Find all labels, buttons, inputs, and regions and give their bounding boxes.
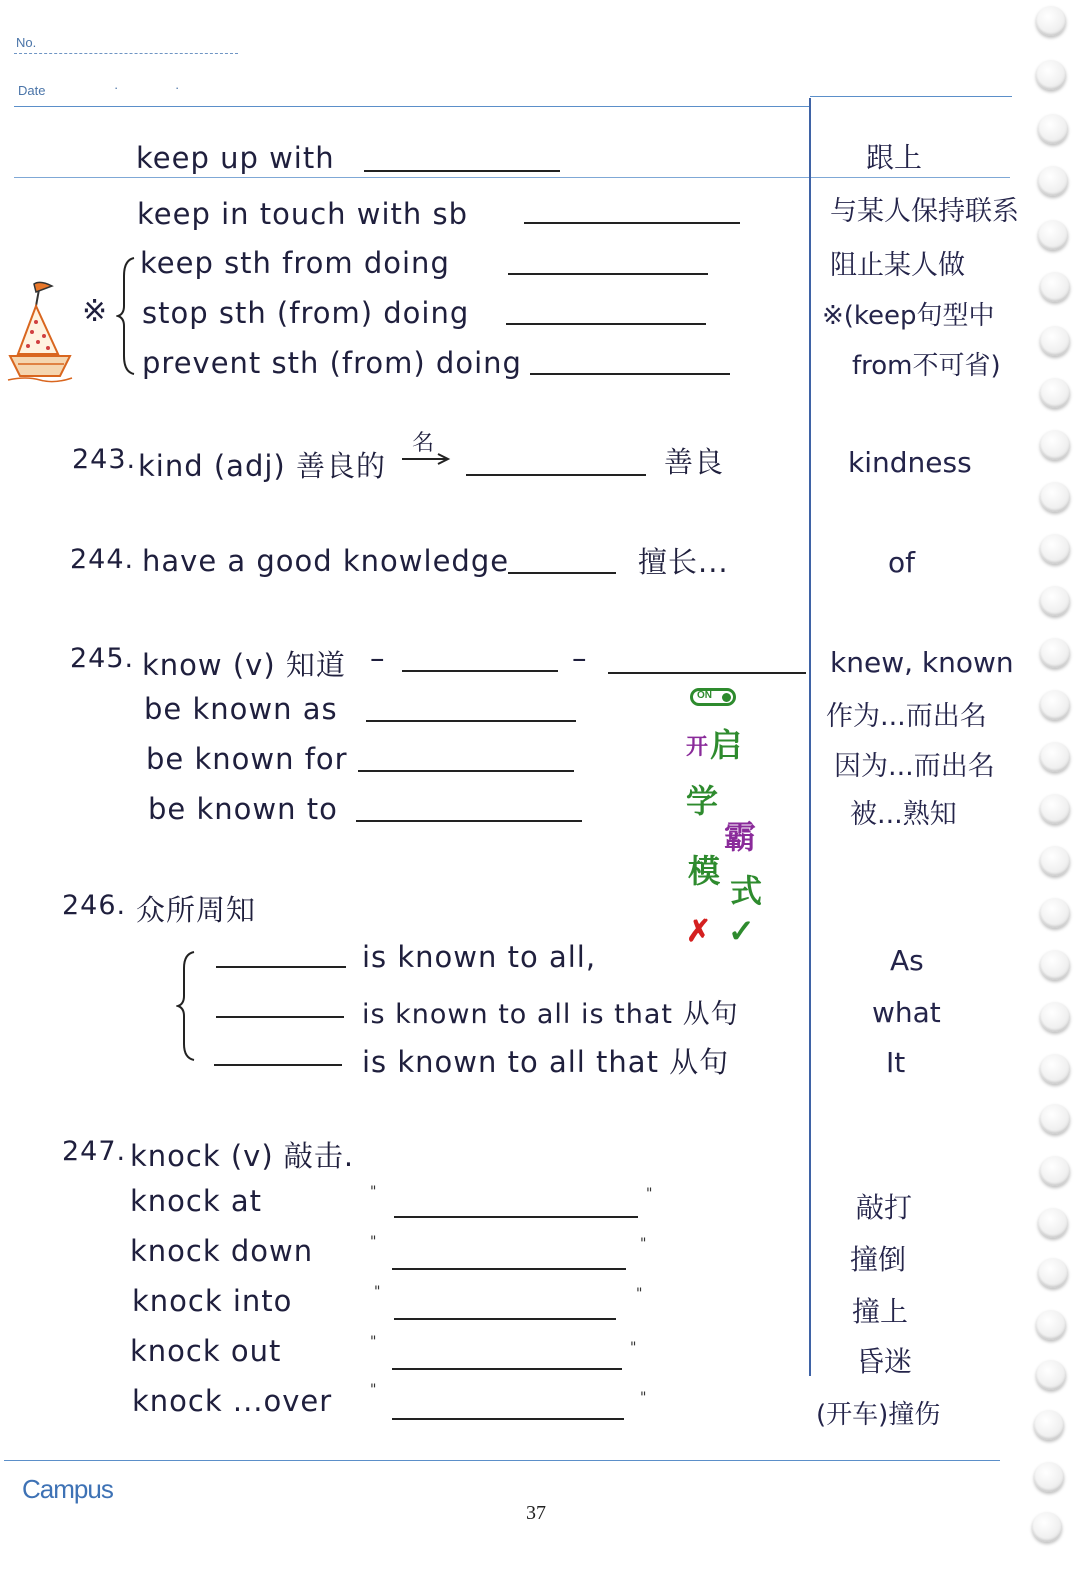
binding-hole [1040,690,1070,720]
answer-246-it: It [886,1046,906,1079]
reference-mark: ※ [82,294,109,329]
answer-knock-at: 敲打 [856,1191,913,1224]
no-dash-line [14,53,238,54]
binding-hole [1040,898,1070,928]
quote-mark: " [640,1236,647,1252]
answer-knock-into: 撞上 [852,1295,909,1328]
answer-keep-sth-from: 阻止某人做 [830,250,965,281]
blank-line [394,1318,616,1320]
blank-line [392,1418,624,1420]
entry-246-text: 众所周知 [136,893,257,927]
dash: – [370,641,386,675]
binding-hole [1040,1156,1070,1186]
answer-245: knew, known [830,646,1014,679]
entry-number: 247. [62,1136,127,1167]
binding-hole [1040,1002,1070,1032]
sailboat-icon [6,280,74,384]
dash: – [572,641,588,675]
check-icon: ✓ [728,912,755,950]
binding-hole [1040,534,1070,564]
binding-hole [1040,482,1070,512]
binding-hole [1038,220,1068,250]
binding-hole [1040,846,1070,876]
binding-hole [1040,950,1070,980]
no-label: No. [16,35,37,50]
phrase-keep-in-touch: keep in touch with sb [137,197,469,231]
answer-knock-out: 昏迷 [856,1345,913,1378]
toggle-switch-icon [690,688,736,706]
quote-mark: " [370,1382,377,1398]
quote-mark: " [370,1334,377,1350]
phrase-be-known-for: be known for [146,742,348,776]
entry-number: 245. [70,643,135,674]
phrase-is-known-to-all: is known to all, [362,940,597,974]
brace-icon [176,950,198,1062]
binding-hole [1032,1512,1062,1542]
quote-mark: " [370,1234,377,1250]
blank-line [216,966,346,968]
blank-line [392,1368,622,1370]
binding-hole [1040,326,1070,356]
quote-mark: " [374,1284,381,1300]
date-label: Date [18,83,46,98]
binding-hole [1036,6,1066,36]
sticker-char: 式 [730,872,763,910]
blank-line [524,222,740,224]
blank-line [508,572,616,574]
entry-244-suffix: 擅长... [638,545,729,579]
bottom-rule [4,1460,1000,1461]
answer-246-as: As [890,944,924,977]
blank-line [364,170,560,172]
arrow-label: 名 [412,431,436,456]
sticker-char: 模 [688,852,721,890]
answer-prevent-sth-from: from不可省) [852,351,1001,381]
phrase-knock-over: knock ...over [132,1384,333,1418]
sticker-char: 启 [710,726,743,764]
top-rule-right [810,96,1012,97]
answer-243: kindness [848,446,972,479]
binding-hole [1040,742,1070,772]
phrase-prevent-sth-from: prevent sth (from) doing [142,346,522,380]
quote-mark: " [630,1340,637,1356]
phrase-is-known-to-all-that: is known to all that 从句 [362,1045,730,1079]
quote-mark: " [370,1184,377,1200]
sticker-char: 开 [686,734,709,760]
entry-number: 246. [62,890,127,921]
phrase-be-known-to: be known to [148,792,338,826]
quote-mark: " [640,1390,647,1406]
brace-icon [116,256,138,376]
blank-line [358,770,574,772]
binding-hole [1036,1310,1066,1340]
binding-hole [1040,1104,1070,1134]
cross-icon: ✗ [686,914,712,949]
entry-243-suffix: 善良 [664,445,725,479]
blank-line [394,1216,638,1218]
phrase-knock-into: knock into [132,1284,293,1318]
binding-hole [1034,1410,1064,1440]
entry-number: 244. [70,544,135,575]
binding-hole [1038,1258,1068,1288]
binding-hole [1038,1208,1068,1238]
binding-hole [1038,166,1068,196]
entry-244-text: have a good knowledge [142,544,510,578]
phrase-stop-sth-from: stop sth (from) doing [142,296,470,330]
brand-logo: Campus [22,1474,113,1504]
answer-keep-up-with: 跟上 [866,141,923,174]
phrase-knock-out: knock out [130,1334,282,1368]
margin-divider [809,98,811,1376]
answer-keep-in-touch: 与某人保持联系 [830,196,1019,227]
blank-line [214,1064,342,1066]
binding-hole [1036,1360,1066,1390]
binding-hole [1040,430,1070,460]
binding-hole [1040,586,1070,616]
answer-be-known-for: 因为...而出名 [834,751,995,782]
answer-244: of [888,546,915,579]
answer-246-what: what [872,996,941,1029]
entry-number: 243. [72,444,137,475]
blank-line [366,720,576,722]
page-number: 37 [526,1502,546,1524]
sticker-char: 学 [686,782,719,820]
blank-line [466,474,646,476]
answer-be-known-to: 被...熟知 [850,799,957,830]
phrase-is-known-to-all-is-that: is known to all is that 从句 [362,999,739,1030]
quote-mark: " [646,1186,653,1202]
binding-hole [1038,114,1068,144]
phrase-be-known-as: be known as [144,692,338,726]
binding-hole [1040,638,1070,668]
blank-line [508,273,708,275]
date-dot: · [175,80,180,95]
binding-hole [1040,378,1070,408]
answer-be-known-as: 作为...而出名 [826,701,987,732]
toggle-label: ON [697,690,712,701]
blank-line [608,672,806,674]
phrase-keep-sth-from: keep sth from doing [140,246,450,280]
binding-hole [1040,272,1070,302]
phrase-knock-down: knock down [130,1234,314,1268]
blank-line [402,670,558,672]
toggle-knob [722,693,731,702]
binding-hole [1040,1054,1070,1084]
blank-line [216,1016,344,1018]
arrow-right-icon [400,452,452,466]
answer-knock-down: 撞倒 [850,1243,907,1276]
binding-hole [1040,794,1070,824]
phrase-keep-up-with: keep up with [136,141,335,175]
date-dot: · [114,80,119,95]
phrase-knock-at: knock at [130,1184,263,1218]
blank-line [506,323,706,325]
binding-hole [1034,1462,1064,1492]
entry-247-text: knock (v) 敲击. [130,1139,355,1173]
binding-hole [1036,60,1066,90]
entry-245-text: know (v) 知道 [142,648,346,682]
blank-line [392,1268,626,1270]
blank-line [530,373,730,375]
quote-mark: " [636,1286,643,1302]
entry-243-text: kind (adj) 善良的 [138,449,386,483]
first-ruled-line [14,177,1010,178]
answer-stop-sth-from: ※(keep句型中 [822,301,995,331]
blank-line [356,820,582,822]
top-rule [14,106,810,107]
answer-knock-over: (开车)撞伤 [816,1400,941,1430]
sticker-char: 霸 [724,818,757,856]
